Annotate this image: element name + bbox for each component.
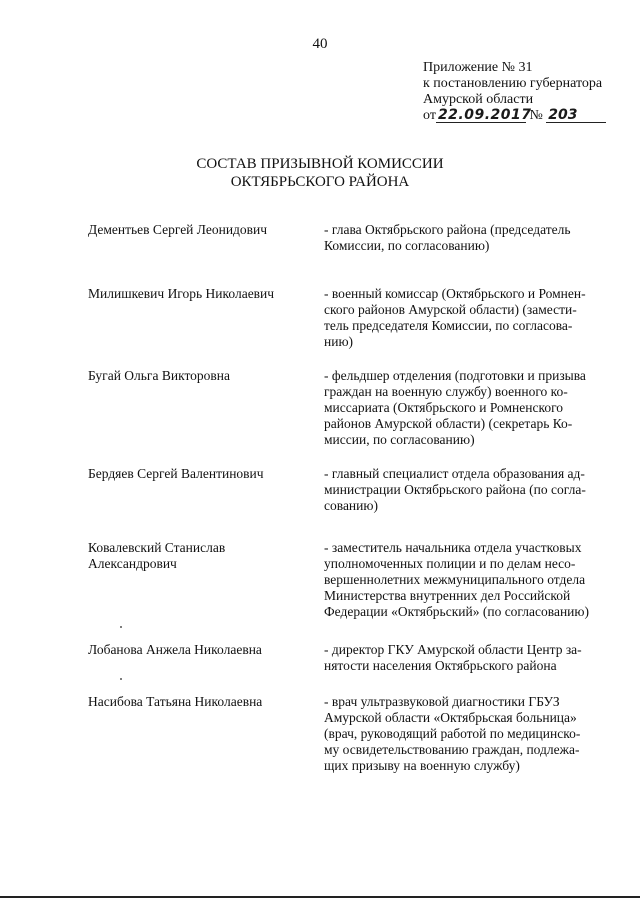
role-line: - главный специалист отдела образования ад-	[324, 466, 585, 481]
member-role	[324, 540, 608, 620]
role-line: миссии, по согласованию)	[324, 432, 475, 447]
member-name: Бердяев Сергей Валентинович	[88, 466, 264, 481]
member-role	[324, 466, 608, 514]
role-line: министрации Октябрьского района (по согла-	[324, 482, 586, 497]
member-row	[88, 694, 608, 774]
role-line: Министерства внутренних дел Российской	[324, 588, 571, 603]
role-line: Комиссии, по согласованию)	[324, 238, 490, 253]
member-name: Дементьев Сергей Леонидович	[88, 222, 268, 237]
member-name-line: Александрович	[88, 556, 177, 571]
member-name: Насибова Татьяна Николаевна	[88, 694, 263, 709]
role-line: граждан на военную службу) военного ко-	[324, 384, 568, 399]
member-name	[88, 540, 308, 620]
handwritten-number: 203	[546, 108, 606, 123]
member-row	[88, 286, 608, 350]
scan-speck	[120, 678, 122, 680]
number-prefix: №	[529, 108, 543, 123]
member-role	[324, 368, 608, 448]
member-row	[88, 222, 608, 254]
member-role	[324, 286, 608, 350]
member-name-line: Ковалевский Станислав	[88, 540, 226, 555]
role-line: ского районов Амурской области) (замести-	[324, 302, 577, 317]
role-line: Федерации «Октябрьский» (по согласованию)	[324, 604, 589, 619]
appendix-date-line	[423, 108, 606, 124]
role-line: - врач ультразвуковой диагностики ГБУЗ	[324, 694, 560, 709]
title-line-1: СОСТАВ ПРИЗЫВНОЙ КОМИССИИ	[196, 156, 444, 172]
member-role	[324, 222, 608, 254]
appendix-line-2: к постановлению губернатора	[423, 76, 603, 91]
date-prefix: от	[423, 108, 436, 123]
member-name: Лобанова Анжела Николаевна	[88, 642, 262, 657]
scan-speck	[120, 626, 122, 628]
role-line: щих призыву на военную службу)	[324, 758, 520, 773]
role-line: - директор ГКУ Амурской области Центр за-	[324, 642, 582, 657]
member-name: Бугай Ольга Викторовна	[88, 368, 231, 383]
title-line-2: ОКТЯБРЬСКОГО РАЙОНА	[230, 174, 410, 190]
role-line: (врач, руководящий работой по медицинско-	[324, 726, 581, 741]
document-title	[0, 155, 640, 191]
handwritten-date: 22.09.2017	[437, 107, 532, 123]
role-line: районов Амурской области) (секретарь Ко-	[324, 416, 573, 431]
role-line: вершеннолетних межмуниципального отдела	[324, 572, 586, 587]
appendix-block	[423, 60, 606, 124]
role-line: уполномоченных полиции и по делам несо-	[324, 556, 576, 571]
role-line: - глава Октябрьского района (председатель	[324, 222, 571, 237]
role-line: - заместитель начальника отдела участковых	[324, 540, 582, 555]
role-line: нятости населения Октябрьского района	[324, 658, 557, 673]
member-row	[88, 540, 608, 620]
role-line: нию)	[324, 334, 354, 349]
role-line: сованию)	[324, 498, 378, 513]
role-line: - фельдшер отделения (подготовки и призыва	[324, 368, 586, 383]
appendix-line-1: Приложение № 31	[423, 60, 533, 75]
member-row	[88, 368, 608, 448]
commission-members	[88, 222, 608, 774]
member-row	[88, 466, 608, 514]
member-name: Милишкевич Игорь Николаевич	[88, 286, 275, 301]
role-line: тель председателя Комиссии, по согласова-	[324, 318, 573, 333]
role-line: му освидетельствованию граждан, подлежа-	[324, 742, 580, 757]
member-role	[324, 694, 608, 774]
page-number: 40	[312, 36, 328, 52]
role-line: - военный комиссар (Октябрьского и Ромнен-	[324, 286, 586, 301]
appendix-line-3: Амурской области	[423, 92, 534, 107]
member-row	[88, 642, 608, 674]
member-role	[324, 642, 608, 674]
role-line: Амурской области «Октябрьская больница»	[324, 710, 577, 725]
role-line: миссариата (Октябрьского и Ромненского	[324, 400, 564, 415]
scan-edge-line	[0, 896, 640, 898]
